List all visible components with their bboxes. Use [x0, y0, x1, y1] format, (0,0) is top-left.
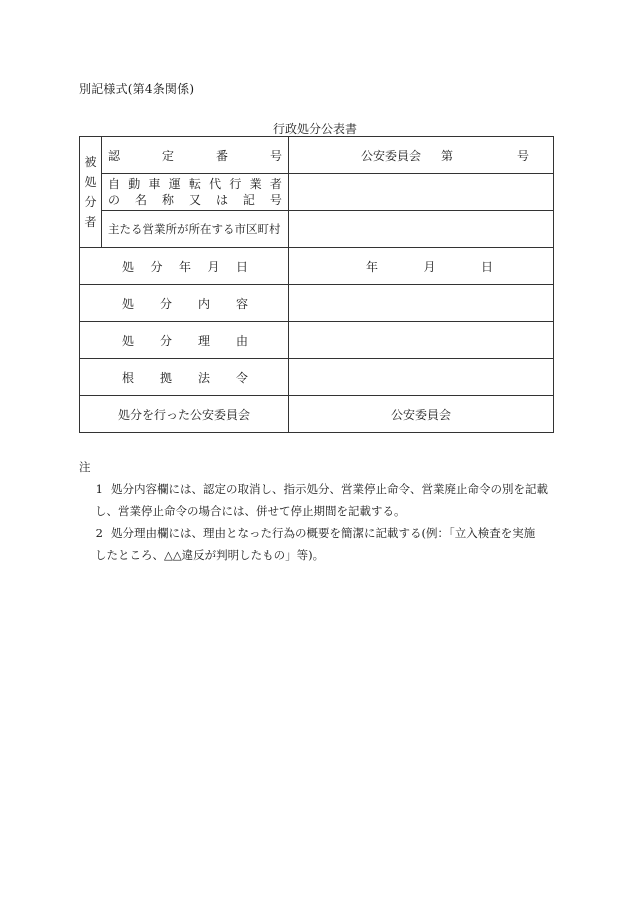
label-char: 認 — [108, 148, 121, 163]
value-part: 日 — [480, 259, 493, 274]
value-part: 号 — [517, 148, 530, 163]
subject-char: 分 — [84, 195, 97, 209]
label-char: 容 — [235, 296, 248, 311]
label-char: 号 — [269, 148, 282, 163]
subject-char: 処 — [84, 175, 97, 189]
cert-number-value[interactable] — [289, 137, 554, 174]
row-legal-basis — [80, 359, 554, 396]
label-char: 処 — [122, 259, 135, 274]
disposal-content-value[interactable] — [289, 285, 554, 322]
value-part: 月 — [423, 259, 436, 274]
note-item-continuation — [79, 544, 553, 566]
disposal-reason-label — [80, 322, 289, 359]
form-reference-note: 別記様式(第4条関係) — [79, 82, 195, 96]
label-char: 処 — [122, 333, 135, 348]
notes-section — [79, 456, 553, 566]
subject-char: 者 — [84, 215, 97, 229]
label-char: 自 — [108, 177, 121, 191]
row-disposal-content — [80, 285, 554, 322]
municipality-value[interactable] — [289, 211, 554, 248]
label-char: 又 — [188, 193, 201, 207]
label-char: 法 — [197, 370, 210, 385]
document-title: 行政処分公表書 — [272, 122, 357, 136]
note-number: 1 — [95, 482, 103, 496]
label-char: 運 — [168, 177, 181, 191]
commission-label: 処分を行った公安委員会 — [80, 396, 289, 433]
note-number: 2 — [95, 526, 103, 540]
label-char: 分 — [159, 333, 172, 348]
note-line: したところ、△△違反が判明したもの」等)。 — [95, 548, 325, 562]
label-char: 由 — [235, 333, 248, 348]
label-char: は — [215, 193, 228, 207]
disposal-date-label — [80, 248, 289, 285]
label-char: 転 — [188, 177, 201, 191]
value-part: 公安委員会 — [361, 148, 422, 163]
business-name-label — [102, 174, 289, 211]
row-disposal-date — [80, 248, 554, 285]
note-line: 処分内容欄には、認定の取消し、指示処分、営業停止命令、営業廃止命令の別を記載 — [111, 482, 548, 496]
subject-char: 被 — [84, 155, 97, 169]
label-char: 根 — [122, 370, 135, 385]
row-business-name — [80, 174, 554, 211]
label-char: 日 — [235, 259, 248, 274]
notes-heading: 注 — [79, 460, 91, 474]
label-char: 月 — [207, 259, 220, 274]
legal-basis-label — [80, 359, 289, 396]
note-line: 処分理由欄には、理由となった行為の概要を簡潔に記載する(例：「立入検査を実施 — [111, 526, 536, 540]
note-item — [79, 522, 553, 544]
label-char: 年 — [178, 259, 191, 274]
label-char: 処 — [122, 296, 135, 311]
row-commission — [80, 396, 554, 433]
row-cert-number — [80, 137, 554, 174]
label-char: 令 — [235, 370, 248, 385]
label-char: 番 — [215, 148, 228, 163]
value-part: 第 — [441, 148, 454, 163]
business-name-value[interactable] — [289, 174, 554, 211]
note-item-continuation — [79, 500, 553, 522]
label-char: 理 — [197, 333, 210, 348]
note-item — [79, 478, 553, 500]
label-char: 者 — [269, 177, 282, 191]
disposal-content-label — [80, 285, 289, 322]
label-char: 記 — [242, 193, 255, 207]
row-municipality — [80, 211, 554, 248]
municipality-label: 主たる営業所が所在する市区町村 — [102, 211, 289, 248]
disposal-reason-value[interactable] — [289, 322, 554, 359]
label-char: 内 — [197, 296, 210, 311]
row-disposal-reason — [80, 322, 554, 359]
subject-label — [80, 137, 102, 248]
label-char: 代 — [209, 177, 222, 191]
legal-basis-value[interactable] — [289, 359, 554, 396]
note-line: し、営業停止命令の場合には、併せて停止期間を記載する。 — [95, 504, 406, 518]
value-part: 年 — [366, 259, 379, 274]
label-char: 分 — [159, 296, 172, 311]
label-char: 定 — [161, 148, 174, 163]
cert-number-label — [102, 137, 289, 174]
disposal-table — [79, 136, 554, 433]
label-char: 号 — [269, 193, 282, 207]
disposal-date-value[interactable] — [289, 248, 554, 285]
commission-value[interactable]: 公安委員会 — [289, 396, 554, 433]
label-char: の — [108, 193, 121, 207]
label-char: 名 — [134, 193, 147, 207]
label-char: 行 — [229, 177, 242, 191]
label-char: 動 — [128, 177, 141, 191]
label-char: 拠 — [159, 370, 172, 385]
label-char: 分 — [150, 259, 163, 274]
label-char: 業 — [249, 177, 262, 191]
label-char: 車 — [148, 177, 161, 191]
label-char: 称 — [161, 193, 174, 207]
